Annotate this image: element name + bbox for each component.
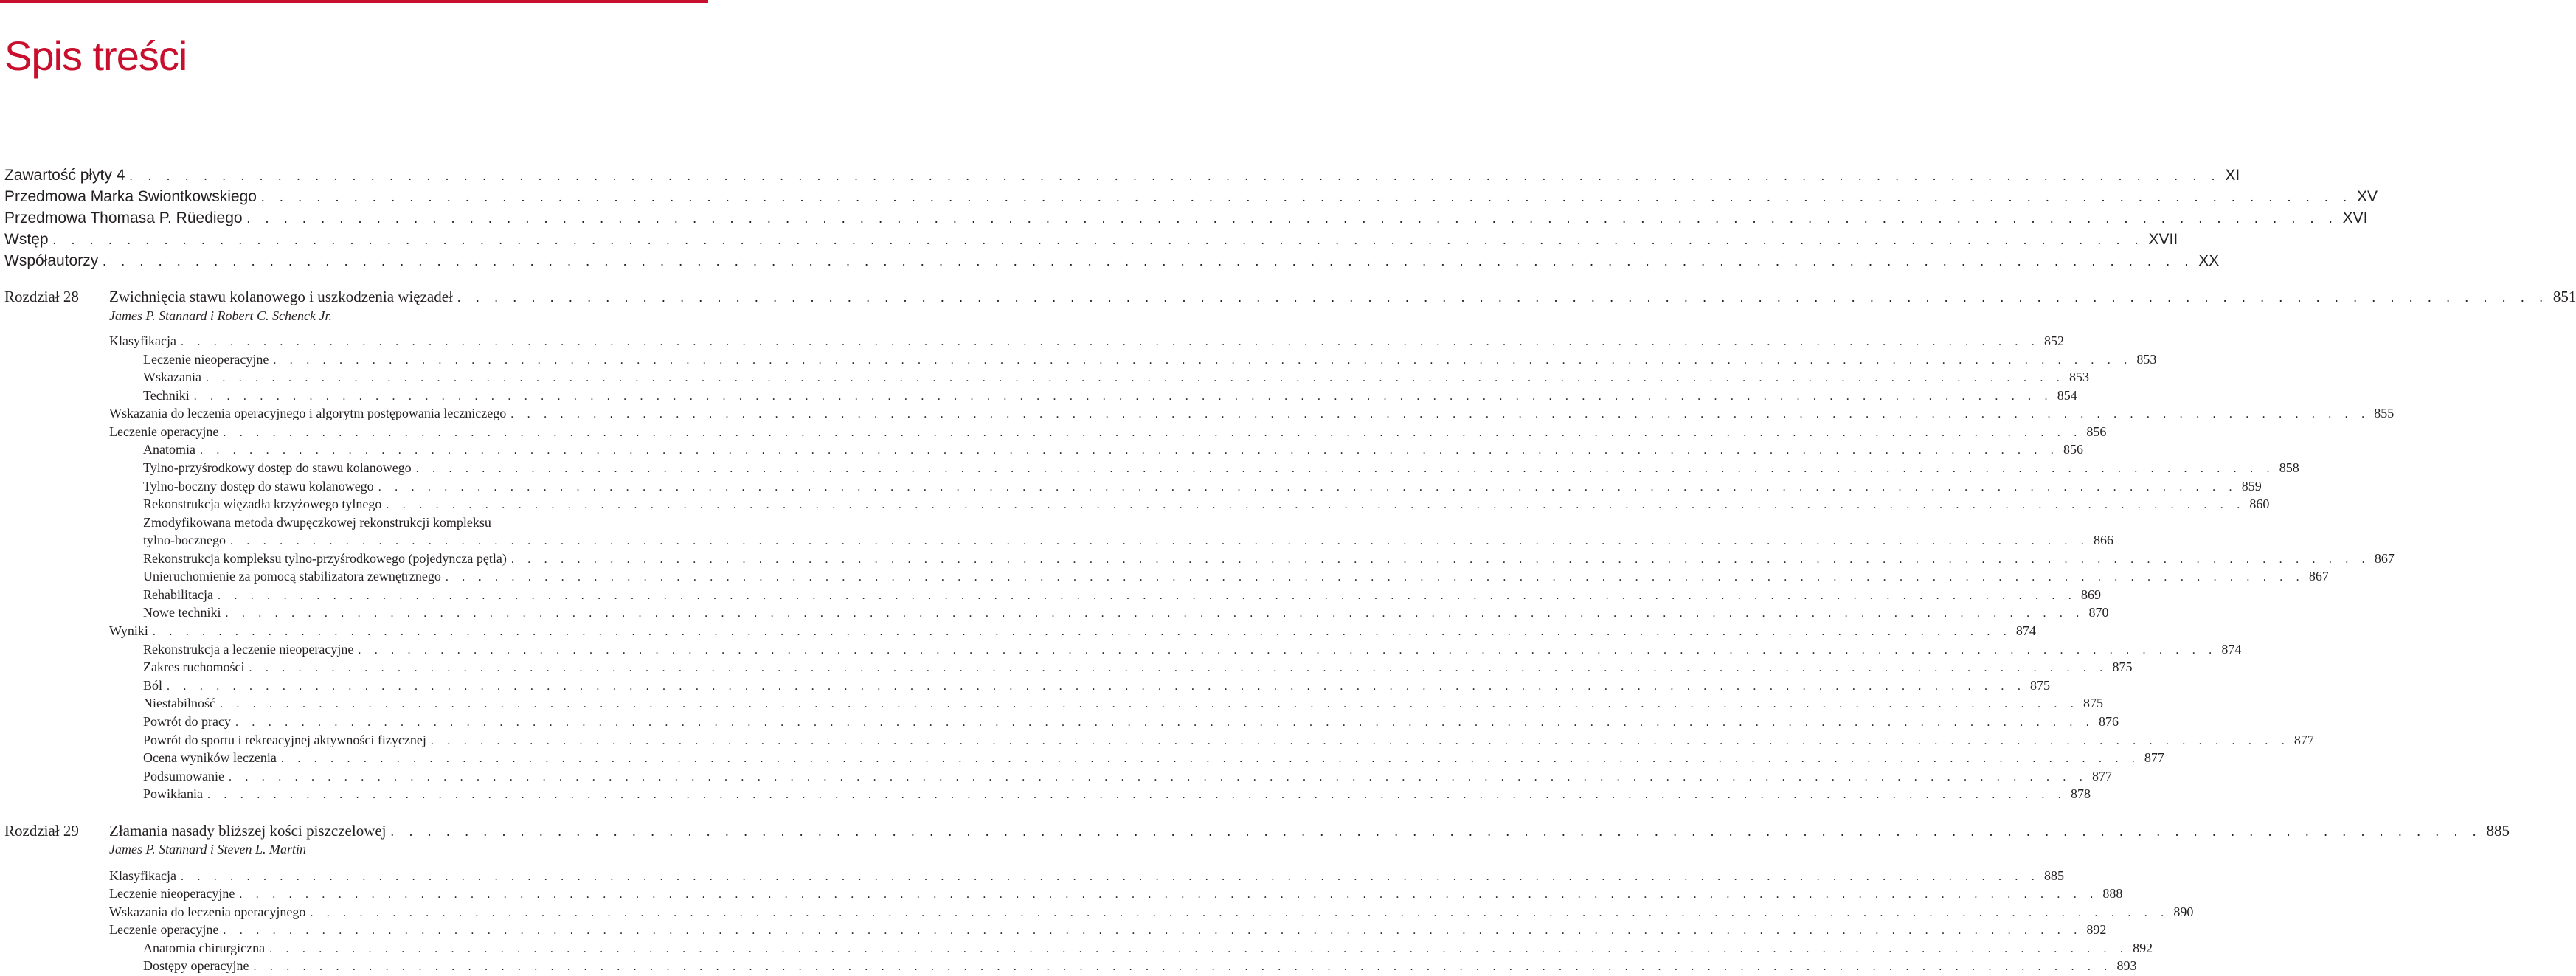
toc-entry-label: Rekonstrukcja więzadła krzyżowego tylnego bbox=[143, 496, 382, 511]
dot-leader: . . . . . . . . . . . . . . . . . . . . . . . . . . . . . . . . . . . . . . . . . . . . . . . . . . . . . . . . . . . . . . . . . . . . . . . . . . . . . . . . . . . . . . . . . . . . . . . . . . . . . . . . . . . . . . . . . bbox=[217, 589, 2077, 602]
dot-leader: . . . . . . . . . . . . . . . . . . . . . . . . . . . . . . . . . . . . . . . . . . . . . . . . . . . . . . . . . . . . . . . . . . . . . . . . . . . . . . . . . . . . . . . . . . . . . . . . . . . . . . . . . . . . . . . . . bbox=[219, 698, 2079, 710]
toc-entry-page: 875 bbox=[2030, 678, 2051, 693]
dot-leader: . . . . . . . . . . . . . . . . . . . . . . . . . . . . . . . . . . . . . . . . . . . . . . . . . . . . . . . . . . . . . . . . . . . . . . . . . . . . . . . . . . . . . . . . . . . . . . . . . . . . . . . . . . . . . . . . . bbox=[167, 680, 2026, 693]
toc-entry-page: 874 bbox=[2221, 642, 2242, 657]
toc-entry-page: 892 bbox=[2086, 922, 2107, 937]
dot-leader: . . . . . . . . . . . . . . . . . . . . . . . . . . . . . . . . . . . . . . . . . . . . . . . . . . . . . . . . . . . . . . . . . . . . . . . . . . . . . . . . . . . . . . . . . . . . . . . . . . . . . . . . . . . . . . . . . bbox=[239, 888, 2099, 901]
toc-entry[interactable] bbox=[109, 333, 2064, 349]
toc-entry-label: Zawartość płyty 4 bbox=[4, 167, 125, 184]
toc-entry-label: Przedmowa Marka Swiontkowskiego bbox=[4, 188, 257, 205]
chapter-authors: James P. Stannard i Robert C. Schenck Jr. bbox=[109, 308, 332, 323]
toc-entry-label-line1: Zmodyfikowana metoda dwupęczkowej rekonstrukcji kompleksu bbox=[143, 515, 491, 530]
toc-entry-label: Leczenie nieoperacyjne bbox=[143, 352, 269, 367]
toc-entry[interactable] bbox=[143, 442, 2083, 457]
dot-leader: . . . . . . . . . . . . . . . . . . . . . . . . . . . . . . . . . . . . . . . . . . . . . . . . . . . . . . . . . . . . . . . . . . . . . . . . . . . . . . . . . . . . . . . . . . . . . . . . . . . . . . . . . . . . . . . . . bbox=[229, 535, 2089, 547]
dot-leader: . . . . . . . . . . . . . . . . . . . . . . . . . . . . . . . . . . . . . . . . . . . . . . . . . . . . . . . . . . . . . . . . . . . . . . . . . . . . . . . . . . . . . . . . . . . . . . . . . . . . . . . . . . . . . . . . . bbox=[249, 662, 2108, 674]
dot-leader: . . . . . . . . . . . . . . . . . . . . . . . . . . . . . . . . . . . . . . . . . . . . . . . . . . . . . . . . . . . . . . . . . . . . . . . . . . . . . . . . . . . . . . . . . . . . . . . . . . . . . . . . . . . . . . . . . bbox=[152, 626, 2012, 638]
chapter-authors: James P. Stannard i Steven L. Martin bbox=[109, 842, 306, 856]
toc-entry-label: Leczenie operacyjne bbox=[109, 424, 219, 439]
dot-leader: . . . . . . . . . . . . . . . . . . . . . . . . . . . . . . . . . . . . . . . . . . . . . . . . . . . . . . . . . . . . . . . . . . . . . . . . . . . . . . . . . . . . . . . . . . . . . . . . . . . . . . . . . . . . . . . . . bbox=[223, 426, 2082, 439]
toc-entry-label: Klasyfikacja bbox=[109, 868, 176, 883]
toc-entry-page: XV bbox=[2356, 188, 2378, 205]
toc-entry-label: Rehabilitacja bbox=[143, 587, 213, 602]
toc-entry-label: Powrót do pracy bbox=[143, 714, 231, 729]
dot-leader: . . . . . . . . . . . . . . . . . . . . . . . . . . . . . . . . . . . . . . . . . . . . . . . . . . . . . . . . . . . . . . . . . . . . . . . . . . . . . . . . . . . . . . . . . . . . . . . . . . . . . . . . . . . . . . . . . bbox=[310, 907, 2170, 919]
toc-entry-page: 867 bbox=[2374, 551, 2395, 566]
dot-leader: . . . . . . . . . . . . . . . . . . . . . . . . . . . . . . . . . . . . . . . . . . . . . . . . . . . . . . . . . . . . . . . . . . . . . . . . . . . . . . . . . . . . . . . . . . . . . . . . . . . . . . . . . . . . . . . . . bbox=[180, 336, 2040, 348]
toc-entry-page: 893 bbox=[2116, 958, 2137, 973]
toc-entry[interactable] bbox=[143, 696, 2103, 711]
dot-leader: . . . . . . . . . . . . . . . . . . . . . . . . . . . . . . . . . . . . . . . . . . . . . . . . . . . . . . . . . . . . . . . . . . . . . . . . . . . . . . . . . . . . . . . . . . . . . . . . . . . . . . . . . . . . . . . . . bbox=[235, 716, 2094, 729]
toc-entry-page: XX bbox=[2198, 252, 2220, 269]
dot-leader: . . . . . . . . . . . . . . . . . . . . . . . . . . . . . . . . . . . . . . . . . . . . . . . . . . . . . . . . . . . . . . . . . . . . . . . . . . . . . . . . . . . . . . . . . . . . . . . . . . . . . . . . . . . . . . . . . bbox=[430, 735, 2290, 747]
toc-entry[interactable] bbox=[143, 678, 2051, 693]
toc-entry-page: 874 bbox=[2015, 623, 2036, 638]
toc-entry-label: Wskazania bbox=[143, 370, 201, 384]
chapter-title: Złamania nasady bliższej kości piszczelowej bbox=[109, 822, 387, 840]
dot-leader: . . . . . . . . . . . . . . . . . . . . . . . . . . . . . . . . . . . . . . . . . . . . . . . . . . . . . . . . . . . . . . . . . . . . . . . . . . . . . . . . . . . . . . . . . . . . . . . . . . . . . . . . . . . . . . . . . bbox=[246, 211, 2338, 226]
dot-leader: . . . . . . . . . . . . . . . . . . . . . . . . . . . . . . . . . . . . . . . . . . . . . . . . . . . . . . . . . . . . . . . . . . . . . . . . . . . . . . . . . . . . . . . . . . . . . . . . . . . . . . . . . . . . . . . . . bbox=[253, 961, 2113, 973]
toc-entry-label: Zakres ruchomości bbox=[143, 660, 245, 674]
dot-leader: . . . . . . . . . . . . . . . . . . . . . . . . . . . . . . . . . . . . . . . . . . . . . . . . . . . . . . . . . . . . . . . . . . . . . . . . . . . . . . . . . . . . . . . . . . . . . . . . . . . . . . . . . . . . . . . . . bbox=[390, 824, 2482, 839]
toc-entry-page: 860 bbox=[2249, 496, 2270, 511]
dot-leader: . . . . . . . . . . . . . . . . . . . . . . . . . . . . . . . . . . . . . . . . . . . . . . . . . . . . . . . . . . . . . . . . . . . . . . . . . . . . . . . . . . . . . . . . . . . . . . . . . . . . . . . . . . . . . . . . . bbox=[103, 254, 2195, 269]
toc-entry[interactable] bbox=[109, 922, 2107, 938]
toc-entry-page: 888 bbox=[2102, 886, 2123, 901]
chapter-title: Zwichnięcia stawu kolanowego i uszkodzenia więzadeł bbox=[109, 288, 453, 305]
toc-entry-label: Dostępy operacyjne bbox=[143, 958, 249, 973]
toc-entry[interactable] bbox=[109, 623, 2036, 639]
toc-entry[interactable] bbox=[109, 424, 2107, 440]
toc-entry-label: Niestabilność bbox=[143, 696, 215, 710]
toc-entry[interactable] bbox=[143, 551, 2395, 567]
dot-leader: . . . . . . . . . . . . . . . . . . . . . . . . . . . . . . . . . . . . . . . . . . . . . . . . . . . . . . . . . . . . . . . . . . . . . . . . . . . . . . . . . . . . . . . . . . . . . . . . . . . . . . . . . . . . . . . . . bbox=[52, 232, 2144, 247]
toc-entry-page: 854 bbox=[2057, 388, 2077, 403]
toc-entry[interactable] bbox=[4, 210, 2368, 227]
toc-entry-label: Leczenie nieoperacyjne bbox=[109, 886, 235, 901]
toc-entry-page: 856 bbox=[2063, 442, 2083, 457]
toc-entry[interactable] bbox=[109, 886, 2123, 901]
toc-entry[interactable] bbox=[4, 252, 2220, 270]
chapter-title-entry[interactable] bbox=[109, 288, 2576, 306]
dot-leader: . . . . . . . . . . . . . . . . . . . . . . . . . . . . . . . . . . . . . . . . . . . . . . . . . . . . . . . . . . . . . . . . . . . . . . . . . . . . . . . . . . . . . . . . . . . . . . . . . . . . . . . . . . . . . . . . . bbox=[510, 408, 2370, 420]
toc-entry-label: Anatomia bbox=[143, 442, 195, 457]
toc-entry-page: 877 bbox=[2092, 769, 2112, 783]
top-rule bbox=[0, 0, 708, 3]
dot-leader: . . . . . . . . . . . . . . . . . . . . . . . . . . . . . . . . . . . . . . . . . . . . . . . . . . . . . . . . . . . . . . . . . . . . . . . . . . . . . . . . . . . . . . . . . . . . . . . . . . . . . . . . . . . . . . . . . bbox=[199, 444, 2059, 457]
toc-entry[interactable] bbox=[143, 714, 2119, 730]
toc-entry-label: Podsumowanie bbox=[143, 769, 224, 783]
toc-entry[interactable] bbox=[143, 569, 2329, 584]
toc-entry-page: 890 bbox=[2173, 904, 2194, 919]
dot-leader: . . . . . . . . . . . . . . . . . . . . . . . . . . . . . . . . . . . . . . . . . . . . . . . . . . . . . . . . . . . . . . . . . . . . . . . . . . . . . . . . . . . . . . . . . . . . . . . . . . . . . . . . . . . . . . . . . bbox=[273, 354, 2133, 367]
toc-entry[interactable] bbox=[143, 769, 2112, 784]
toc-entry-label: Wyniki bbox=[109, 623, 148, 638]
dot-leader: . . . . . . . . . . . . . . . . . . . . . . . . . . . . . . . . . . . . . . . . . . . . . . . . . . . . . . . . . . . . . . . . . . . . . . . . . . . . . . . . . . . . . . . . . . . . . . . . . . . . . . . . . . . . . . . . . bbox=[223, 924, 2082, 937]
toc-entry-label: Anatomia chirurgiczna bbox=[143, 941, 266, 955]
dot-leader: . . . . . . . . . . . . . . . . . . . . . . . . . . . . . . . . . . . . . . . . . . . . . . . . . . . . . . . . . . . . . . . . . . . . . . . . . . . . . . . . . . . . . . . . . . . . . . . . . . . . . . . . . . . . . . . . . bbox=[457, 290, 2549, 305]
toc-entry-label: Rekonstrukcja a leczenie nieoperacyjne bbox=[143, 642, 354, 657]
toc-entry-label: Tylno-boczny dostęp do stawu kolanowego bbox=[143, 479, 374, 494]
toc-entry-page: 866 bbox=[2093, 533, 2113, 547]
toc-entry-page: 870 bbox=[2088, 605, 2109, 620]
toc-entry-label: Ocena wyników leczenia bbox=[143, 750, 277, 765]
toc-entry-label: Współautorzy bbox=[4, 252, 99, 269]
toc-entry[interactable] bbox=[4, 188, 2378, 206]
toc-entry[interactable] bbox=[143, 496, 2270, 512]
toc-entry-page: 853 bbox=[2068, 370, 2089, 384]
dot-leader: . . . . . . . . . . . . . . . . . . . . . . . . . . . . . . . . . . . . . . . . . . . . . . . . . . . . . . . . . . . . . . . . . . . . . . . . . . . . . . . . . . . . . . . . . . . . . . . . . . . . . . . . . . . . . . . . . bbox=[129, 168, 2221, 183]
toc-entry[interactable] bbox=[143, 733, 2314, 748]
toc-entry-label: Ból bbox=[143, 678, 163, 693]
dot-leader: . . . . . . . . . . . . . . . . . . . . . . . . . . . . . . . . . . . . . . . . . . . . . . . . . . . . . . . . . . . . . . . . . . . . . . . . . . . . . . . . . . . . . . . . . . . . . . . . . . . . . . . . . . . . . . . . . bbox=[445, 571, 2305, 584]
dot-leader: . . . . . . . . . . . . . . . . . . . . . . . . . . . . . . . . . . . . . . . . . . . . . . . . . . . . . . . . . . . . . . . . . . . . . . . . . . . . . . . . . . . . . . . . . . . . . . . . . . . . . . . . . . . . . . . . . bbox=[280, 752, 2140, 765]
toc-entry[interactable] bbox=[143, 786, 2091, 802]
toc-entry-label: tylno-bocznego bbox=[143, 533, 226, 547]
toc-entry[interactable] bbox=[143, 587, 2101, 603]
dot-leader: . . . . . . . . . . . . . . . . . . . . . . . . . . . . . . . . . . . . . . . . . . . . . . . . . . . . . . . . . . . . . . . . . . . . . . . . . . . . . . . . . . . . . . . . . . . . . . . . . . . . . . . . . . . . . . . . . bbox=[415, 463, 2275, 475]
toc-entry-page: 859 bbox=[2241, 479, 2262, 494]
toc-entry-page: 858 bbox=[2279, 460, 2299, 475]
toc-entry-label: Klasyfikacja bbox=[109, 333, 176, 348]
toc-entry-page: 869 bbox=[2080, 587, 2101, 602]
toc-entry-label: Przedmowa Thomasa P. Rüediego bbox=[4, 210, 243, 226]
toc-entry-page: 877 bbox=[2144, 750, 2164, 765]
toc-entry[interactable] bbox=[143, 388, 2077, 404]
toc-entry-label: Wskazania do leczenia operacyjnego i algorytm postępowania leczniczego bbox=[109, 406, 507, 420]
chapter-number: Rozdział 28 bbox=[4, 288, 79, 305]
toc-entry-page: 877 bbox=[2293, 733, 2314, 747]
dot-leader: . . . . . . . . . . . . . . . . . . . . . . . . . . . . . . . . . . . . . . . . . . . . . . . . . . . . . . . . . . . . . . . . . . . . . . . . . . . . . . . . . . . . . . . . . . . . . . . . . . . . . . . . . . . . . . . . . bbox=[510, 553, 2370, 566]
dot-leader: . . . . . . . . . . . . . . . . . . . . . . . . . . . . . . . . . . . . . . . . . . . . . . . . . . . . . . . . . . . . . . . . . . . . . . . . . . . . . . . . . . . . . . . . . . . . . . . . . . . . . . . . . . . . . . . . . bbox=[225, 607, 2085, 620]
toc-entry-page: 885 bbox=[2043, 868, 2064, 883]
toc-entry-page: 853 bbox=[2136, 352, 2157, 367]
toc-entry-label: Powikłania bbox=[143, 786, 203, 801]
dot-leader: . . . . . . . . . . . . . . . . . . . . . . . . . . . . . . . . . . . . . . . . . . . . . . . . . . . . . . . . . . . . . . . . . . . . . . . . . . . . . . . . . . . . . . . . . . . . . . . . . . . . . . . . . . . . . . . . . bbox=[260, 190, 2352, 204]
toc-entry[interactable] bbox=[143, 533, 2113, 548]
toc-entry-page: XI bbox=[2225, 167, 2240, 184]
toc-entry[interactable] bbox=[143, 660, 2133, 675]
toc-entry-page: 875 bbox=[2112, 660, 2133, 674]
dot-leader: . . . . . . . . . . . . . . . . . . . . . . . . . . . . . . . . . . . . . . . . . . . . . . . . . . . . . . . . . . . . . . . . . . . . . . . . . . . . . . . . . . . . . . . . . . . . . . . . . . . . . . . . . . . . . . . . . bbox=[180, 871, 2040, 883]
toc-entry-page: 855 bbox=[2374, 406, 2395, 420]
toc-entry-label: Nowe techniki bbox=[143, 605, 221, 620]
toc-entry-page: 875 bbox=[2082, 696, 2103, 710]
chapter-title-entry[interactable] bbox=[109, 822, 2510, 840]
toc-entry-page: 867 bbox=[2308, 569, 2329, 584]
dot-leader: . . . . . . . . . . . . . . . . . . . . . . . . . . . . . . . . . . . . . . . . . . . . . . . . . . . . . . . . . . . . . . . . . . . . . . . . . . . . . . . . . . . . . . . . . . . . . . . . . . . . . . . . . . . . . . . . . bbox=[193, 390, 2053, 403]
dot-leader: . . . . . . . . . . . . . . . . . . . . . . . . . . . . . . . . . . . . . . . . . . . . . . . . . . . . . . . . . . . . . . . . . . . . . . . . . . . . . . . . . . . . . . . . . . . . . . . . . . . . . . . . . . . . . . . . . bbox=[229, 771, 2088, 783]
toc-entry[interactable] bbox=[109, 904, 2194, 920]
chapter-page: 885 bbox=[2486, 822, 2510, 840]
toc-entry-page: 876 bbox=[2098, 714, 2119, 729]
dot-leader: . . . . . . . . . . . . . . . . . . . . . . . . . . . . . . . . . . . . . . . . . . . . . . . . . . . . . . . . . . . . . . . . . . . . . . . . . . . . . . . . . . . . . . . . . . . . . . . . . . . . . . . . . . . . . . . . . bbox=[358, 644, 2217, 657]
dot-leader: . . . . . . . . . . . . . . . . . . . . . . . . . . . . . . . . . . . . . . . . . . . . . . . . . . . . . . . . . . . . . . . . . . . . . . . . . . . . . . . . . . . . . . . . . . . . . . . . . . . . . . . . . . . . . . . . . bbox=[386, 499, 2246, 511]
toc-entry[interactable] bbox=[143, 479, 2262, 494]
dot-leader: . . . . . . . . . . . . . . . . . . . . . . . . . . . . . . . . . . . . . . . . . . . . . . . . . . . . . . . . . . . . . . . . . . . . . . . . . . . . . . . . . . . . . . . . . . . . . . . . . . . . . . . . . . . . . . . . . bbox=[378, 481, 2237, 494]
dot-leader: . . . . . . . . . . . . . . . . . . . . . . . . . . . . . . . . . . . . . . . . . . . . . . . . . . . . . . . . . . . . . . . . . . . . . . . . . . . . . . . . . . . . . . . . . . . . . . . . . . . . . . . . . . . . . . . . . bbox=[269, 943, 2129, 955]
page-title: Spis treści bbox=[4, 32, 187, 79]
toc-entry[interactable] bbox=[143, 941, 2153, 956]
toc-entry[interactable] bbox=[143, 642, 2242, 657]
toc-entry[interactable] bbox=[4, 231, 2178, 249]
dot-leader: . . . . . . . . . . . . . . . . . . . . . . . . . . . . . . . . . . . . . . . . . . . . . . . . . . . . . . . . . . . . . . . . . . . . . . . . . . . . . . . . . . . . . . . . . . . . . . . . . . . . . . . . . . . . . . . . . bbox=[205, 372, 2065, 384]
toc-entry-label: Rekonstrukcja kompleksu tylno-przyśrodkowego (pojedyncza pętla) bbox=[143, 551, 507, 566]
toc-entry-label: Leczenie operacyjne bbox=[109, 922, 219, 937]
chapter-number: Rozdział 29 bbox=[4, 822, 79, 840]
toc-entry-label: Unieruchomienie za pomocą stabilizatora zewnętrznego bbox=[143, 569, 441, 584]
chapter-page: 851 bbox=[2552, 288, 2576, 305]
toc-entry-page: 856 bbox=[2086, 424, 2107, 439]
toc-entry-label: Wskazania do leczenia operacyjnego bbox=[109, 904, 306, 919]
toc-entry-page: XVII bbox=[2148, 231, 2178, 248]
toc-entry-label: Tylno-przyśrodkowy dostęp do stawu kolanowego bbox=[143, 460, 412, 475]
toc-entry-page: 878 bbox=[2071, 786, 2091, 801]
toc-entry-label: Powrót do sportu i rekreacyjnej aktywności fizycznej bbox=[143, 733, 426, 747]
toc-entry-label: Techniki bbox=[143, 388, 190, 403]
toc-entry[interactable] bbox=[143, 750, 2164, 766]
toc-entry[interactable] bbox=[143, 370, 2089, 385]
toc-entry-page: 892 bbox=[2133, 941, 2153, 955]
toc-entry[interactable] bbox=[4, 167, 2240, 184]
toc-entry[interactable] bbox=[109, 868, 2064, 884]
toc-entry-label: Wstęp bbox=[4, 231, 49, 248]
toc-entry-page: 852 bbox=[2043, 333, 2064, 348]
dot-leader: . . . . . . . . . . . . . . . . . . . . . . . . . . . . . . . . . . . . . . . . . . . . . . . . . . . . . . . . . . . . . . . . . . . . . . . . . . . . . . . . . . . . . . . . . . . . . . . . . . . . . . . . . . . . . . . . . bbox=[207, 789, 2066, 801]
toc-entry[interactable] bbox=[109, 406, 2395, 421]
toc-entry-page: XVI bbox=[2342, 210, 2368, 226]
toc-entry[interactable] bbox=[143, 605, 2109, 620]
toc-entry[interactable] bbox=[143, 460, 2299, 476]
toc-entry[interactable] bbox=[143, 958, 2137, 974]
toc-entry[interactable] bbox=[143, 352, 2157, 367]
